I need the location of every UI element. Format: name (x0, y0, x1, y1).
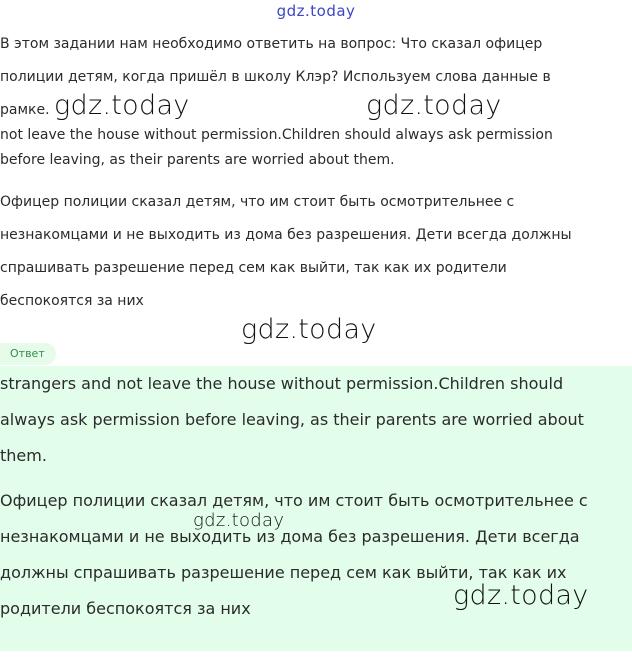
answer-english (0, 366, 628, 474)
answer-russian-line: незнакомцами и не выходить из дома без разрешения. Дети всегда (0, 527, 580, 546)
watermark: gdz.today (453, 580, 589, 611)
answer-russian-line: родители беспокоятся за них (0, 599, 251, 618)
question-english-line: before leaving, as their parents are worried about them. (0, 152, 395, 168)
question-intro-line: В этом задании нам необходимо ответить на вопрос: Что сказал офицер (0, 36, 543, 52)
answer-english-line: strangers and not leave the house without permission.Children should (0, 374, 564, 393)
question-english (0, 144, 628, 177)
question-russian-line: беспокоятся за них (0, 293, 144, 309)
question-russian-line: незнакомцами и не выходить из дома без разрешения. Дети всегда должны (0, 227, 572, 243)
question-russian-line: Офицер полиции сказал детям, что им стоит быть осмотрительнее с (0, 194, 515, 210)
question-intro-line: рамке. (0, 102, 50, 118)
watermark: gdz.today (241, 314, 377, 345)
answer-russian-line: Офицер полиции сказал детям, что им стоит быть осмотрительнее с (0, 491, 588, 510)
question-english-line: not leave the house without permission.Children should always ask permission (0, 127, 553, 143)
answer-russian-line: должны спрашивать разрешение перед сем как выйти, так как их (0, 563, 567, 582)
answer-english-line: always ask permission before leaving, as their parents are worried about (0, 410, 584, 429)
answer-english-line: them. (0, 446, 47, 465)
watermark: gdz.today (54, 90, 190, 121)
watermark: gdz.today (193, 510, 285, 531)
answer-badge: Ответ (0, 343, 56, 365)
question-intro-line: полиции детям, когда пришёл в школу Клэр? Используем слова данные в (0, 69, 551, 85)
watermark-top: gdz.today (276, 2, 356, 20)
question-russian (0, 186, 628, 318)
watermark: gdz.today (366, 90, 502, 121)
question-russian-line: спрашивать разрешение перед сем как выйти, так как их родители (0, 260, 507, 276)
